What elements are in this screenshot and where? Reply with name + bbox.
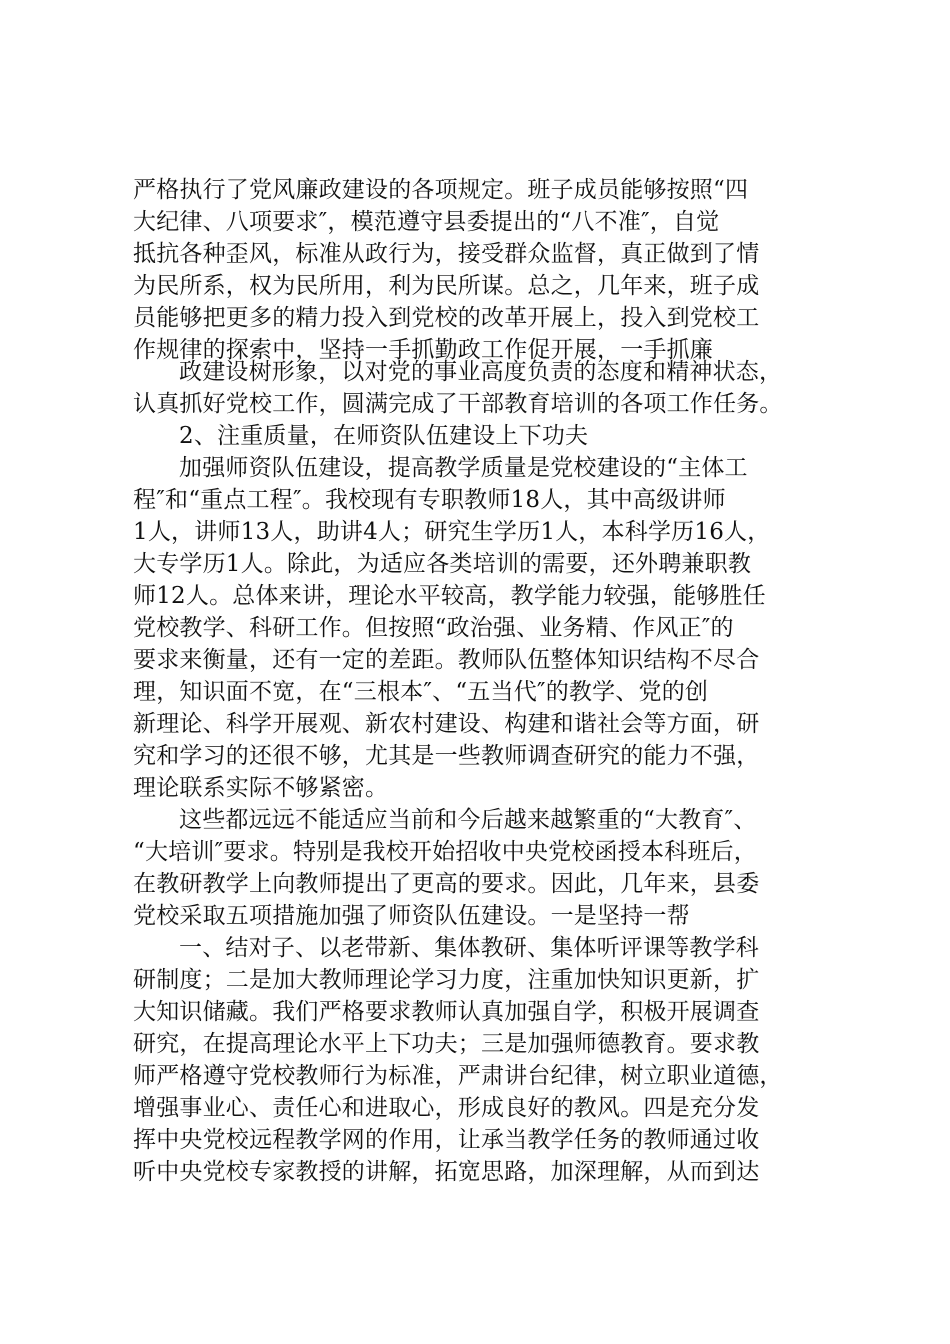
text-line: 认真抓好党校工作，圆满完成了干部教育培训的各项工作任务。 (133, 391, 783, 417)
text-line: 一、结对子、以老带新、集体教研、集体听评课等教学科 (179, 935, 759, 961)
section-heading: 2、注重质量，在师资队伍建设上下功夫 (179, 423, 589, 449)
text-line: 大知识储藏。我们严格要求教师认真加强自学，积极开展调查 (133, 999, 760, 1025)
text-line: 听中央党校专家教授的讲解，拓宽思路，加深理解，从而到达 (133, 1159, 760, 1185)
paragraph-conclusion (133, 356, 833, 420)
text-line: 加强师资队伍建设，提高教学质量是党校建设的“主体工 (179, 455, 748, 481)
text-line: 研制度；二是加大教师理论学习力度，注重加快知识更新，扩 (133, 967, 760, 993)
text-line: 程″和“重点工程″。我校现有专职教师18人，其中高级讲师 (133, 487, 726, 513)
text-line: 政建设树形象，以对党的事业高度负责的态度和精神状态， (179, 359, 783, 385)
text-line: 理，知识面不宽，在“三根本″、“五当代″的教学、党的创 (133, 679, 709, 705)
text-line: “大培训″要求。特别是我校开始招收中央党校函授本科班后， (133, 839, 757, 865)
text-line: 师12人。总体来讲，理论水平较高，教学能力较强，能够胜任 (133, 583, 766, 609)
text-line: 大专学历1人。除此，为适应各类培训的需要，还外聘兼职教 (133, 551, 752, 577)
text-line: 抵抗各种歪风，标准从政行为，接受群众监督，真正做到了情 (133, 241, 760, 267)
text-line: 究和学习的还很不够，尤其是一些教师调查研究的能力不强， (133, 743, 760, 769)
text-line: 在教研教学上向教师提出了更高的要求。因此，几年来，县委 (133, 871, 760, 897)
text-line: 研究，在提高理论水平上下功夫；三是加强师德教育。要求教 (133, 1031, 760, 1057)
text-line: 新理论、科学开展观、新农村建设、构建和谐社会等方面，研 (133, 711, 760, 737)
text-line: 大纪律、八项要求″，模范遵守县委提出的“八不准″，自觉 (133, 209, 720, 235)
text-line: 党校教学、科研工作。但按照“政治强、业务精、作风正″的 (133, 615, 734, 641)
text-line: 这些都远远不能适应当前和今后越来越繁重的“大教育″、 (179, 807, 757, 833)
text-line: 员能够把更多的精力投入到党校的改革开展上，投入到党校工 (133, 305, 760, 331)
text-line: 党校采取五项措施加强了师资队伍建设。一是坚持一帮 (133, 903, 690, 929)
text-line: 增强事业心、责任心和进取心，形成良好的教风。四是充分发 (133, 1095, 760, 1121)
text-line: 挥中央党校远程教学网的作用，让承当教学任务的教师通过收 (133, 1127, 760, 1153)
text-line: 作规律的探索中，坚持一手抓勤政工作促开展，一手抓廉 (133, 337, 713, 363)
paragraph-discipline (133, 174, 833, 366)
text-line: 为民所系，权为民所用，利为民所谋。总之，几年来，班子成 (133, 273, 760, 299)
text-line: 理论联系实际不够紧密。 (133, 775, 389, 801)
text-line: 1人，讲师13人，助讲4人；研究生学历1人，本科学历16人， (133, 519, 771, 545)
text-line: 严格执行了党风廉政建设的各项规定。班子成员能够按照“四 (133, 177, 749, 203)
text-line: 要求来衡量，还有一定的差距。教师队伍整体知识结构不尽合 (133, 647, 760, 673)
text-line: 师严格遵守党校教师行为标准，严肃讲台纪律，树立职业道德， (133, 1063, 783, 1089)
section-teacher-team (133, 420, 833, 1188)
